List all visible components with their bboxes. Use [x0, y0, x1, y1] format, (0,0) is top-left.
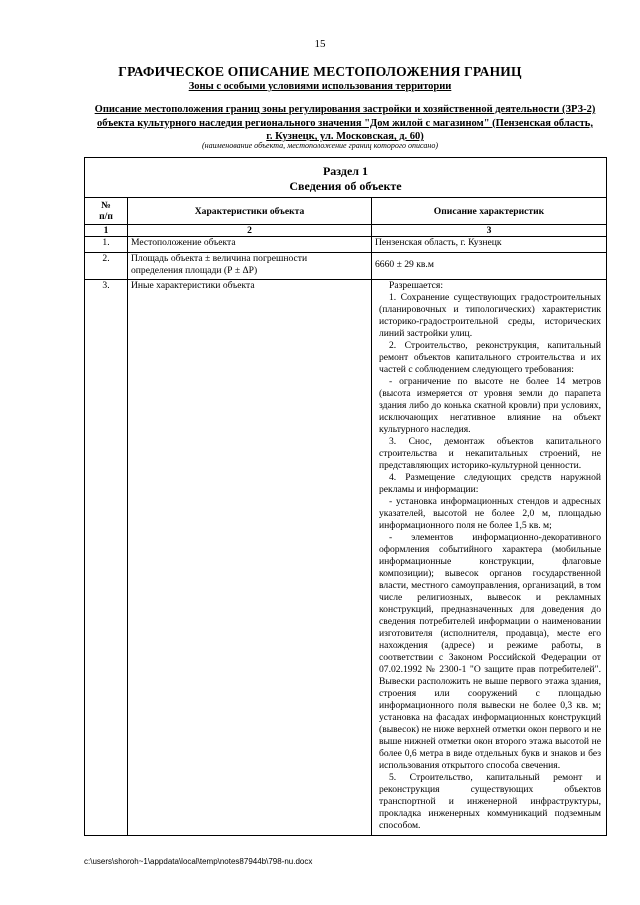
row-number: 3.: [85, 280, 128, 836]
description-paragraph: - элементов информационно-декоративного оформления событийного характера (мобильные информационные конструкции, флаговые композиции); вывесок органов государственной власти, местного самоуправления, организаций, в том числе религиозных, вывесок и рекламных конструкций, предназначенных для доведения до сведения потребителей информации о наименовании изготовителя (исполнителя, продавца), месте его нахождения (адресе) и режиме работы, в соответствии с Законом Российской Федерации от 07.02.1992 № 2300-1 "О защите прав потребителей". Вывески расположить не выше первого этажа здания, строения или сооружений с площадью информационного поля вывески не более 0,3 кв. м; установка на фасадах информационных конструкций (вывесок) не ниже верхней отметки окон первого и не выше нижней отметки окон второго этажа высотой не более 0,6 метра в виде отдельных букв и знаков и без использования открытого способа свечения.: [379, 532, 601, 771]
column-number-2: 2: [128, 225, 372, 237]
document-title: ГРАФИЧЕСКОЕ ОПИСАНИЕ МЕСТОПОЛОЖЕНИЯ ГРАНИЦ: [118, 64, 522, 79]
description-paragraph: Разрешается:: [389, 280, 443, 291]
object-description: [84, 103, 606, 144]
object-description-line-2: объекта культурного наследия регионального значения "Дом жилой с магазином" (Пензенская область,: [97, 117, 593, 129]
row-description: 6660 ± 29 кв.м: [372, 253, 607, 280]
description-paragraph: 1. Сохранение существующих градостроительных (планировочных и типологических) характеристик историко-градостроительной среды, исторических линий застройки улиц.: [379, 292, 601, 339]
column-header-number-line-1: №: [101, 200, 111, 211]
object-description-note: (наименование объекта, местоположение границ которого описано): [201, 141, 438, 150]
description-paragraph: 4. Размещение следующих средств наружной рекламы и информации:: [379, 472, 601, 495]
table-row: [85, 280, 607, 836]
column-header-number: [85, 198, 128, 225]
description-paragraph: 3. Снос, демонтаж объектов капитального строительства и некапитальных строений, не представляющих историко-культурной ценности.: [379, 436, 601, 471]
column-header-number-line-2: п/п: [99, 211, 113, 222]
description-paragraph: - ограничение по высоте не более 14 метров (высота измеряется от уровня земли до парапета здания либо до конька скатной кровли) при условиях, исключающих негативное влияние на объект культурного наследия.: [379, 376, 601, 435]
row-characteristic-line-1: Площадь объекта ± величина погрешности: [131, 253, 308, 264]
table-row: [85, 253, 607, 280]
object-description-line-1: Описание местоположения границ зоны регулирования застройки и хозяйственной деятельности (ЗРЗ-2): [94, 104, 596, 115]
row-number: 2.: [85, 253, 128, 280]
row-characteristic: Местоположение объекта: [128, 237, 372, 253]
description-paragraph: - установка информационных стендов и адресных указателей, высотой не более 2,0 м, площадью информационного поля не более 1,5 кв. м;: [379, 496, 601, 531]
row-characteristic-line-2: определения площади (Р ± ΔР): [131, 265, 258, 276]
row-characteristic: [128, 253, 372, 280]
section-subtitle: Сведения об объекте: [289, 179, 402, 193]
section-title: Раздел 1: [322, 164, 369, 178]
column-header-characteristics: Характеристики объекта: [128, 198, 372, 225]
document-subtitle: Зоны с особыми условиями использования территории: [188, 81, 452, 92]
column-header-description: Описание характеристик: [372, 198, 607, 225]
row-description: Пензенская область, г. Кузнецк: [372, 237, 607, 253]
row-number: 1.: [85, 237, 128, 253]
file-path-footer: c:\users\shoroh~1\appdata\local\temp\notes87944b\798-nu.docx: [84, 857, 313, 866]
column-number-3: 3: [372, 225, 607, 237]
section-header: [85, 158, 607, 198]
page-number: 15: [314, 38, 326, 50]
object-info-table: [84, 157, 607, 836]
table-row: [85, 237, 607, 253]
column-number-1: 1: [85, 225, 128, 237]
object-description-line-3: г. Кузнецк, ул. Московская, д. 60): [266, 131, 424, 143]
row-characteristic: Иные характеристики объекта: [128, 280, 372, 836]
description-paragraph: 2. Строительство, реконструкция, капитальный ремонт объектов капитального строительства и их частей с соблюдением следующего требования:: [379, 340, 601, 375]
row-description: [372, 280, 607, 836]
description-paragraph: 5. Строительство, капитальный ремонт и реконструкция существующих объектов транспортной и инженерной инфраструктуры, прокладка инженерных коммуникаций подземным способом.: [379, 772, 601, 831]
